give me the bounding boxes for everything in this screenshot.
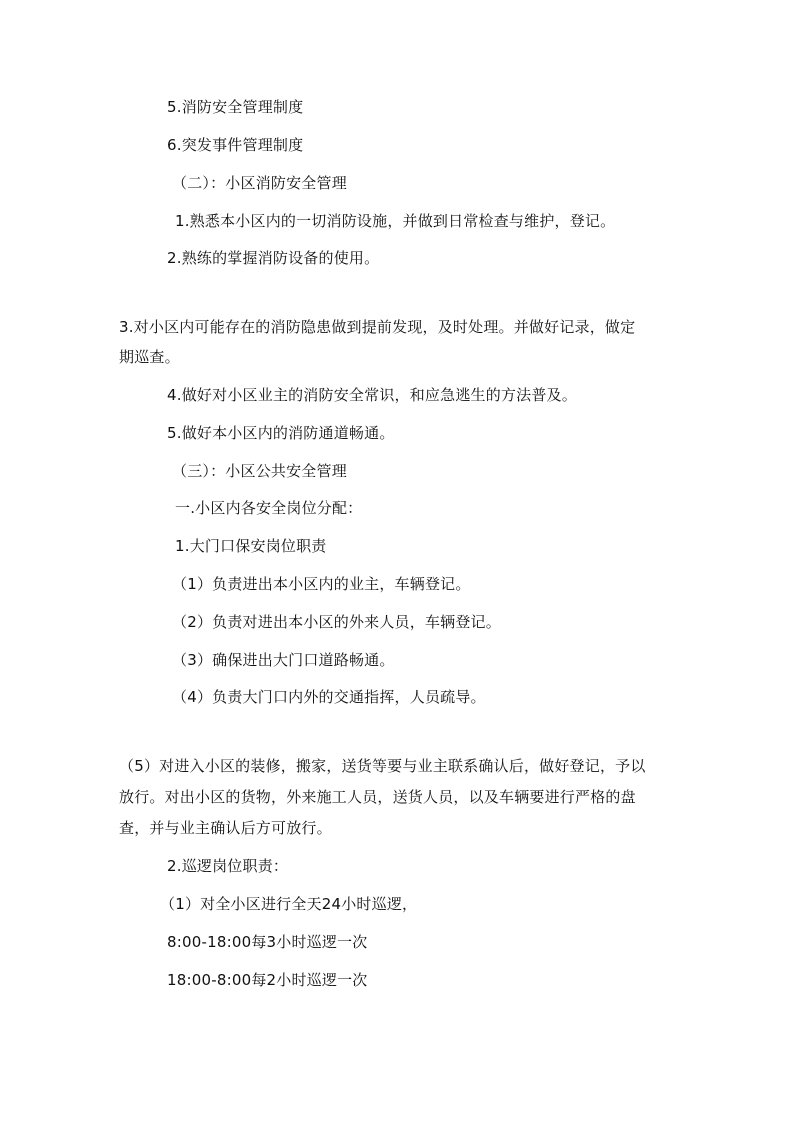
text-line-21: （1）对全小区进行全天24小时巡逻， — [160, 895, 418, 913]
text-line-5: 2.熟练的掌握消防设备的使用。 — [167, 249, 380, 267]
text-line-14: （2）负责对进出本小区的外来人员，车辆登记。 — [172, 613, 501, 631]
text-line-16: （4）负责大门口内外的交通指挥，人员疏导。 — [172, 688, 486, 706]
text-line-22: 8:00-18:00每3小时巡逻一次 — [167, 933, 368, 951]
text-line-7: 期巡查。 — [119, 348, 180, 366]
section-heading-2: （二）：小区消防安全管理 — [172, 174, 347, 192]
text-line-17: （5）对进入小区的装修，搬家，送货等要与业主联系确认后，做好登记，予以 — [119, 757, 646, 775]
text-line-8: 4.做好对小区业主的消防安全常识，和应急逃生的方法普及。 — [167, 386, 577, 404]
text-line-19: 查，并与业主确认后方可放行。 — [119, 819, 332, 837]
text-line-11: 一.小区内各安全岗位分配： — [175, 499, 363, 517]
text-line-4: 1.熟悉本小区内的一切消防设施，并做到日常检查与维护，登记。 — [175, 212, 616, 230]
text-line-1: 5.消防安全管理制度 — [167, 98, 304, 116]
section-heading-3: （三）：小区公共安全管理 — [172, 462, 347, 480]
text-line-20: 2.巡逻岗位职责： — [167, 857, 289, 875]
text-line-2: 6.突发事件管理制度 — [167, 136, 304, 154]
text-line-23: 18:00-8:00每2小时巡逻一次 — [167, 971, 368, 989]
text-line-6: 3.对小区内可能存在的消防隐患做到提前发现，及时处理。并做好记录，做定 — [119, 318, 636, 336]
text-line-15: （3）确保进出大门口道路畅通。 — [172, 651, 395, 669]
text-line-18: 放行。对出小区的货物，外来施工人员，送货人员，以及车辆要进行严格的盘 — [119, 788, 636, 806]
text-line-12: 1.大门口保安岗位职责 — [175, 537, 327, 555]
text-line-13: （1）负责进出本小区内的业主，车辆登记。 — [172, 575, 471, 593]
text-line-9: 5.做好本小区内的消防通道畅通。 — [167, 424, 395, 442]
